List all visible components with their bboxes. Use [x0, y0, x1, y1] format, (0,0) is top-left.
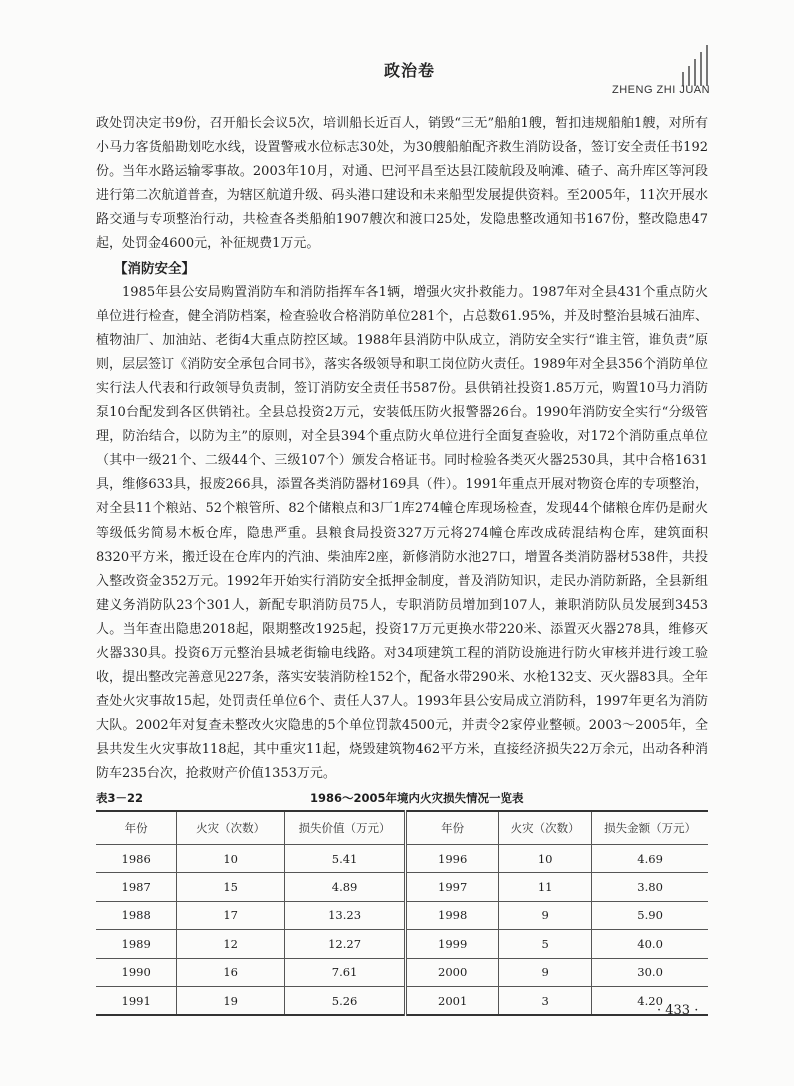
- cell-fire-count: 11: [499, 873, 592, 901]
- cell-loss: 7.61: [284, 958, 405, 986]
- table-row: [96, 930, 708, 958]
- volume-pinyin: ZHENG ZHI JUAN: [612, 84, 711, 96]
- cell-fire-count: 12: [177, 930, 285, 958]
- cell-fire-count: 19: [177, 986, 285, 1015]
- cell-loss: 3.80: [592, 873, 708, 901]
- cell-fire-count: 15: [177, 873, 285, 901]
- cell-year: 1996: [406, 845, 499, 873]
- cell-loss: 5.90: [592, 901, 708, 929]
- cell-loss: 4.69: [592, 845, 708, 873]
- body-text: [96, 112, 708, 787]
- cell-year: 2000: [406, 958, 499, 986]
- table-row: [96, 873, 708, 901]
- cell-loss: 4.89: [284, 873, 405, 901]
- table-row: [96, 901, 708, 929]
- header-year: 年份: [406, 811, 499, 845]
- table-title: 1986～2005年境内火灾损失情况一览表: [310, 791, 524, 805]
- cell-year: 2001: [406, 986, 499, 1015]
- page-header: [0, 0, 794, 110]
- cell-fire-count: 5: [499, 930, 592, 958]
- paragraph-water-transport: 政处罚决定书9份，召开船长会议5次，培训船长近百人，销毁“三无”船舶1艘，暂扣违规船舶1艘，对所有小马力客货船勘划吃水线，设置警戒水位标志30处，为30艘船舶配齐救生消防设备，签订安全责任书192份。当年水路运输零事故。2003年10月，对通、巴河平昌至达县江陵航段及响滩、碴子、高升库区等河段进行第二次航道普查，为辖区航道升级、码头港口建设和未来船型发展提供资料。至2005年，11次开展水路交通与专项整治行动，共检查各类船舶1907艘次和渡口25处，发隐患整改通知书167份，整改隐患47起，处罚金4600元，补征规费1万元。: [96, 116, 708, 252]
- cell-year: 1999: [406, 930, 499, 958]
- header-loss-amount: 损失金额（万元）: [592, 811, 708, 845]
- header-fire-count: 火灾（次数）: [499, 811, 592, 845]
- cell-year: 1989: [96, 930, 177, 958]
- cell-fire-count: 9: [499, 901, 592, 929]
- cell-fire-count: 3: [499, 986, 592, 1015]
- cell-year: 1988: [96, 901, 177, 929]
- cell-year: 1991: [96, 986, 177, 1015]
- bar-lines-logo-icon: [680, 44, 714, 86]
- cell-loss: 4.20: [592, 986, 708, 1015]
- table-row: [96, 958, 708, 986]
- cell-fire-count: 10: [499, 845, 592, 873]
- cell-loss: 13.23: [284, 901, 405, 929]
- section-heading-fire-safety: 【消防安全】: [114, 260, 195, 277]
- paragraph-fire-safety: 1985年县公安局购置消防车和消防指挥车各1辆，增强火灾扑救能力。1987年对全县431个重点防火单位进行检查，健全消防档案，检查验收合格消防单位281个，占总数61.95%，并及时整治县城石油库、植物油厂、加油站、老街4大重点防控区域。1988年县消防中队成立，消防安全实行“谁主管，谁负责”原则，层层签订《消防安全承包合同书》，落实各级领导和职工岗位防火责任。1989年对全县356个消防单位实行法人代表和行政领导负责制，签订消防安全责任书587份。县供销社投资1.85万元，购置10马力消防泵10台配发到各区供销社。全县总投资2万元，安装低压防火报警器26台。1990年消防安全实行“分级管理，防治结合，以防为主”的原则，对全县394个重点防火单位进行全面复查验收，对172个消防重点单位（其中一级21个、二级44个、三级107个）颁发合格证书。同时检验各类灭火器2530具，其中合格1631具，维修633具，报废266具，添置各类消防器材169具（件）。1991年重点开展对物资仓库的专项整治，对全县11个粮站、52个粮管所、82个储粮点和3厂1库274幢仓库现场检查，发现44个储粮仓库仍是耐火等级低劣简易木板仓库，隐患严重。县粮食局投资327万元将274幢仓库改成砖混结构仓库，建筑面积8320平方米，搬迁设在仓库内的汽油、柴油库2座，新修消防水池27口，增置各类消防器材538件，共投入整改资金352万元。1992年开始实行消防安全抵押金制度，普及消防知识，走民办消防新路，全县新组建义务消防队23个301人，新配专职消防员75人，专职消防员增加到107人，兼职消防队员发展到3453人。当年查出隐患2018起，限期整改1925起，投资17万元更换水带220米、添置灭火器278具，维修灭火器330具。投资6万元整治县城老街输电线路。对34项建筑工程的消防设施进行防火审核并进行竣工验收，提出整改完善意见227条，落实安装消防栓152个，配备水带290米、水枪132支、灭火器83具。全年查处火灾事故15起，处罚责任单位6个、责任人37人。1993年县公安局成立消防科，1997年更名为消防大队。2002年对复查未整改火灾隐患的5个单位罚款4500元，并责令2家停业整顿。2003～2005年，全县共发生火灾事故118起，其中重灾11起，烧毁建筑物462平方米，直接经济损失22万余元，出动各种消防车235台次，抢救财产价值1353万元。: [96, 284, 708, 782]
- cell-year: 1987: [96, 873, 177, 901]
- cell-year: 1990: [96, 958, 177, 986]
- cell-fire-count: 10: [177, 845, 285, 873]
- cell-loss: 5.41: [284, 845, 405, 873]
- table-header-row: [96, 811, 708, 845]
- table-row: [96, 845, 708, 873]
- cell-loss: 30.0: [592, 958, 708, 986]
- cell-loss: 12.27: [284, 930, 405, 958]
- cell-fire-count: 17: [177, 901, 285, 929]
- volume-title: 政治卷: [384, 61, 436, 80]
- cell-year: 1986: [96, 845, 177, 873]
- fire-loss-table: [96, 810, 708, 1016]
- header-fire-count: 火灾（次数）: [177, 811, 285, 845]
- page-number: · 433 ·: [657, 1003, 699, 1018]
- table-number: 表3－22: [96, 791, 144, 805]
- cell-loss: 40.0: [592, 930, 708, 958]
- header-loss-value: 损失价值（万元）: [284, 811, 405, 845]
- cell-fire-count: 9: [499, 958, 592, 986]
- cell-fire-count: 16: [177, 958, 285, 986]
- table-row: [96, 986, 708, 1015]
- table-caption: [96, 790, 708, 808]
- cell-year: 1997: [406, 873, 499, 901]
- cell-loss: 5.26: [284, 986, 405, 1015]
- header-year: 年份: [96, 811, 177, 845]
- cell-year: 1998: [406, 901, 499, 929]
